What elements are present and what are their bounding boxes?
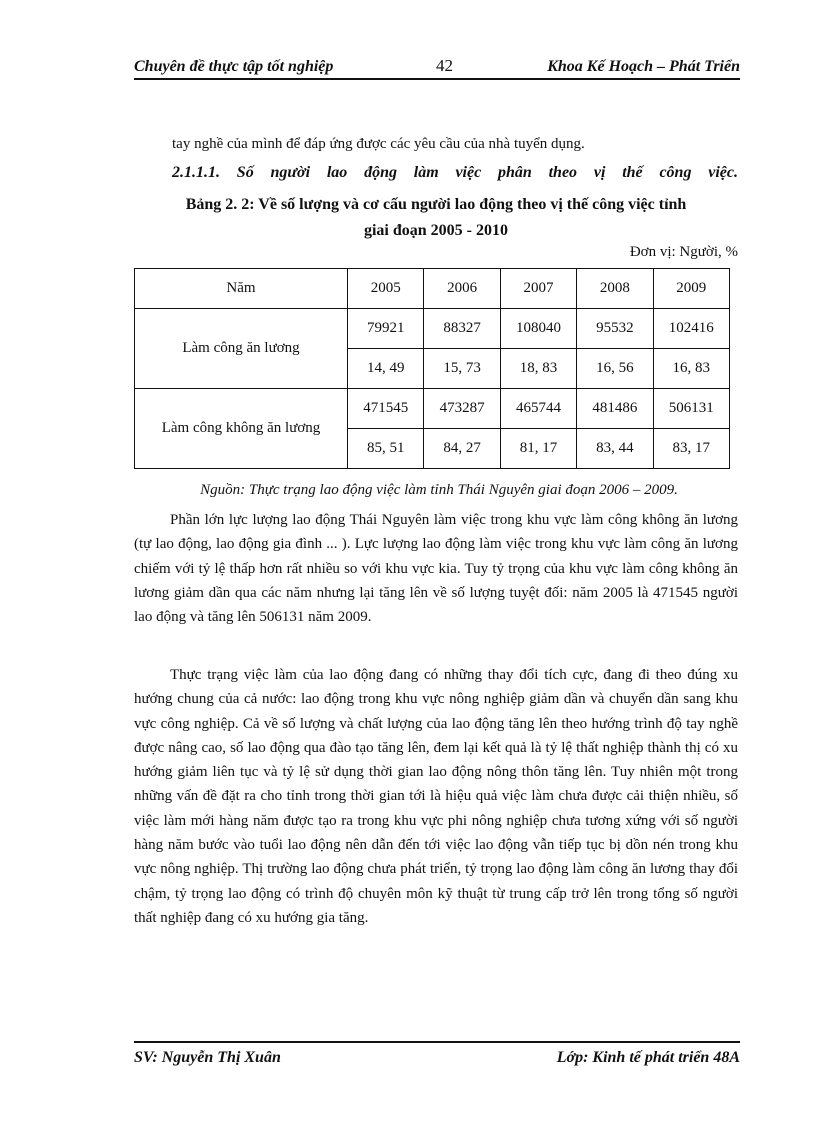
section-heading: 2.1.1.1. Số người lao động làm việc phân theo vị thế công việc. bbox=[172, 164, 738, 181]
count-cell: 473287 bbox=[424, 389, 500, 429]
header-right-title: Khoa Kế Hoạch – Phát Triển bbox=[547, 58, 740, 75]
count-cell: 506131 bbox=[653, 389, 729, 429]
percent-cell: 15, 73 bbox=[424, 349, 500, 389]
page-number: 42 bbox=[436, 56, 453, 75]
percent-cell: 85, 51 bbox=[348, 429, 424, 469]
year-cell: 2005 bbox=[348, 269, 424, 309]
count-cell: 102416 bbox=[653, 309, 729, 349]
labor-status-table bbox=[134, 268, 730, 469]
body-paragraph-1: Phần lớn lực lượng lao động Thái Nguyên làm việc trong khu vực làm công không ăn lương (tự lao động, lao động gia đình ... ). Lực lượng lao động làm việc trong khu vực làm công ăn lương chiếm với tỷ lệ thấp hơn rất nhiều so với khu vực kia. Tuy tỷ trọng của khu vực làm công không ăn lương giảm dần qua các năm nhưng lại tăng lên về số lượng tuyệt đối: năm 2005 là 471545 người lao động và tăng lên 506131 năm 2009. bbox=[134, 512, 738, 626]
header-label-cell: Năm bbox=[135, 269, 348, 309]
footer-class-name: Lớp: Kinh tế phát triển 48A bbox=[556, 1049, 740, 1066]
percent-cell: 83, 17 bbox=[653, 429, 729, 469]
table-source-note: Nguồn: Thực trạng lao động việc làm tỉnh Thái Nguyên giai đoạn 2006 – 2009. bbox=[200, 482, 678, 498]
body-paragraph-2: Thực trạng việc làm của lao động đang có những thay đổi tích cực, đang đi theo đúng xu hướng chung của cả nước: lao động trong khu vực nông nghiệp giảm dần và chuyển dần sang khu vực công nghiệp. Cả về số lượng và chất lượng của lao động tăng lên theo hướng trình độ tay nghề được nâng cao, số lao động qua đào tạo tăng lên, đem lại kết quả là tỷ lệ thất nghiệp thành thị có xu hướng giảm liên tục và tỷ lệ sử dụng thời gian lao động nông thôn tăng lên. Tuy nhiên một trong những vấn đề đặt ra cho tỉnh trong thời gian tới là hiệu quả việc làm chưa được cải thiện nhiều, số việc làm mới hàng năm được tạo ra trong khu vực phi nông nghiệp chưa tương xứng với số người hàng năm bước vào tuổi lao động nên dẫn đến tới việc lao động vẫn tiếp tục bị dồn nén trong khu vực nông nghiệp. Thị trường lao động chưa phát triển, tỷ trọng lao động làm công ăn lương thay đổi chậm, tỷ trọng lao động có trình độ chuyên môn kỹ thuật từ trung cấp trở lên trong tổng số người thất nghiệp đang có xu hướng gia tăng. bbox=[134, 667, 738, 926]
page-header bbox=[134, 52, 740, 80]
percent-cell: 18, 83 bbox=[500, 349, 576, 389]
intro-line: tay nghề của mình để đáp ứng được các yêu cầu của nhà tuyển dụng. bbox=[172, 136, 585, 152]
table-row bbox=[135, 389, 730, 429]
footer-student-name: SV: Nguyễn Thị Xuân bbox=[134, 1049, 281, 1066]
table-title bbox=[134, 192, 738, 244]
count-cell: 465744 bbox=[500, 389, 576, 429]
row-label-cell: Làm công không ăn lương bbox=[135, 389, 348, 469]
count-cell: 95532 bbox=[577, 309, 653, 349]
count-cell: 88327 bbox=[424, 309, 500, 349]
count-cell: 481486 bbox=[577, 389, 653, 429]
year-cell: 2009 bbox=[653, 269, 729, 309]
table-title-line-1: Bảng 2. 2: Về số lượng và cơ cấu người lao động theo vị thế công việc tỉnh bbox=[185, 196, 687, 213]
percent-cell: 16, 83 bbox=[653, 349, 729, 389]
count-cell: 471545 bbox=[348, 389, 424, 429]
percent-cell: 83, 44 bbox=[577, 429, 653, 469]
header-left-title: Chuyên đề thực tập tốt nghiệp bbox=[134, 58, 334, 75]
table-row bbox=[135, 309, 730, 349]
page-footer bbox=[134, 1041, 740, 1073]
year-cell: 2006 bbox=[424, 269, 500, 309]
row-label-cell: Làm công ăn lương bbox=[135, 309, 348, 389]
count-cell: 108040 bbox=[500, 309, 576, 349]
table-title-line-2: giai đoạn 2005 - 2010 bbox=[363, 222, 508, 239]
percent-cell: 16, 56 bbox=[577, 349, 653, 389]
count-cell: 79921 bbox=[348, 309, 424, 349]
year-cell: 2008 bbox=[577, 269, 653, 309]
percent-cell: 14, 49 bbox=[348, 349, 424, 389]
unit-note: Đơn vị: Người, % bbox=[629, 244, 738, 260]
table-header-row bbox=[135, 269, 730, 309]
percent-cell: 81, 17 bbox=[500, 429, 576, 469]
year-cell: 2007 bbox=[500, 269, 576, 309]
percent-cell: 84, 27 bbox=[424, 429, 500, 469]
